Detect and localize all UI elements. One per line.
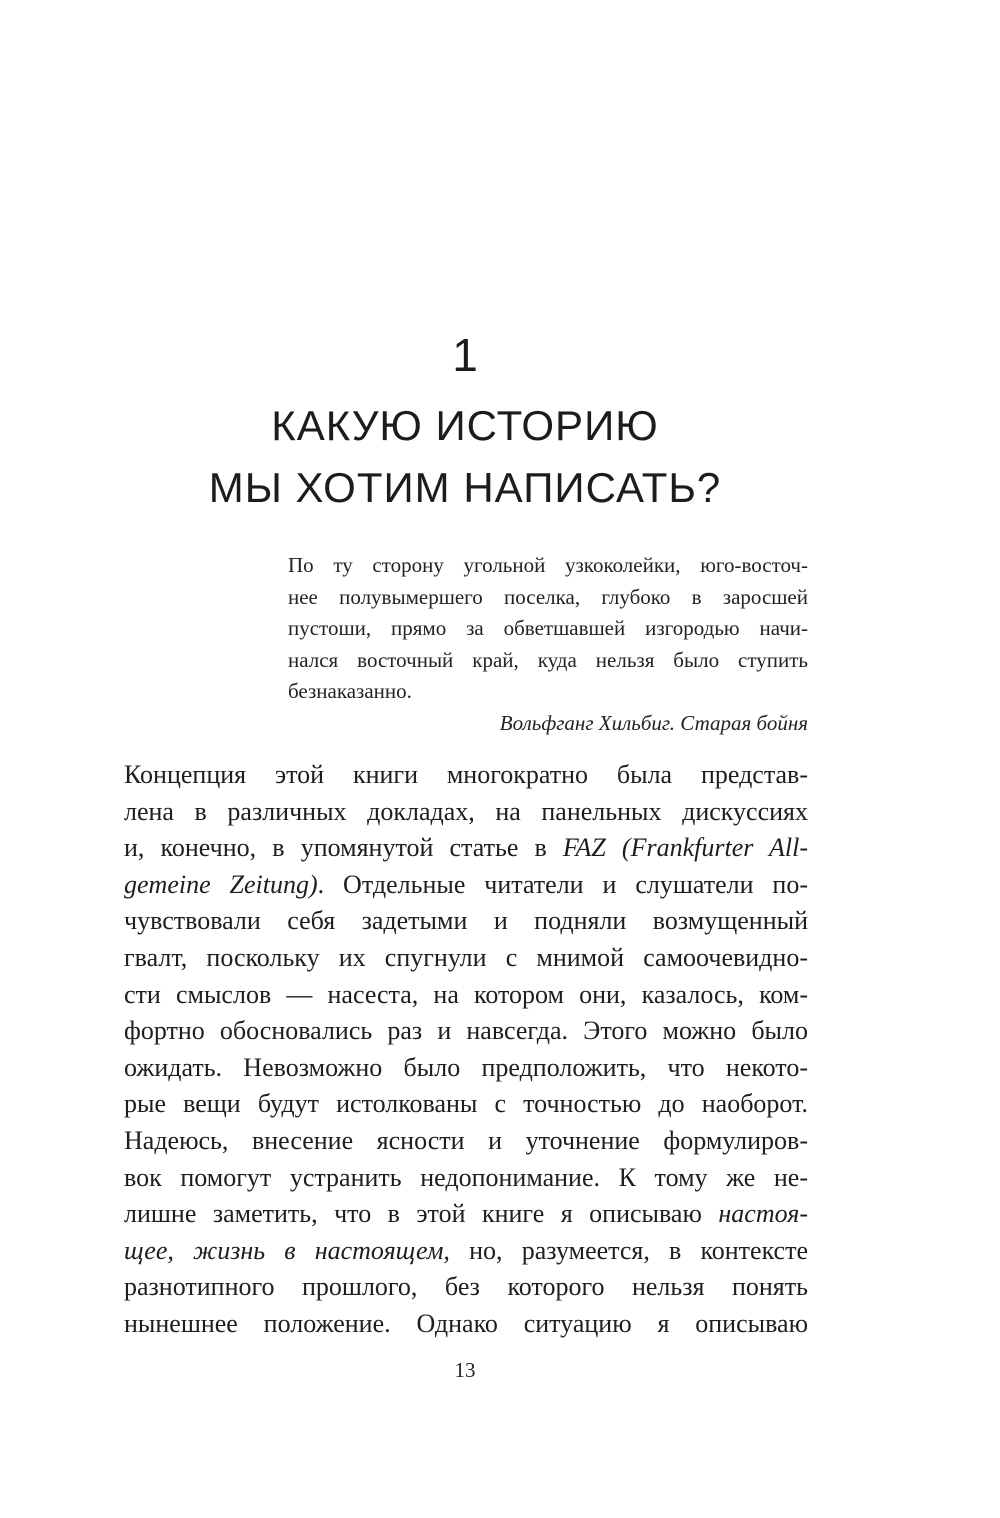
italic-run: настоя- — [718, 1199, 808, 1229]
epigraph-line: нее полувымершего поселка, глубоко в заросшей — [288, 584, 808, 609]
text-run: но, разумеется, в контексте — [449, 1235, 808, 1265]
epigraph-quote — [288, 550, 808, 708]
text-line: фортно обосновались раз и навсегда. Этого можно было — [124, 1016, 808, 1046]
text-line — [124, 1233, 808, 1270]
text-line — [124, 830, 808, 867]
italic-run: gemeine Zeitung) — [124, 869, 318, 899]
text-line: лена в различных докладах, на панельных дискуссиях — [124, 796, 808, 826]
text-line: гвалт, поскольку их спугнули с мнимой самоочевидно- — [124, 942, 808, 972]
epigraph-attribution: Вольфганг Хильбиг. Старая бойня — [499, 710, 808, 735]
chapter-number: 1 — [452, 329, 478, 381]
text-line: Надеюсь, внесение ясности и уточнение формулиров- — [124, 1125, 808, 1155]
text-line — [124, 867, 808, 904]
text-line: рые вещи будут истолкованы с точностью до наоборот. — [124, 1089, 808, 1119]
epigraph-line: По ту сторону угольной узкоколейки, юго-восточ- — [288, 553, 808, 577]
epigraph — [288, 550, 808, 738]
text-run: и, конечно, в упомянутой статье в — [124, 833, 563, 863]
italic-run: FAZ (Frankfurter All- — [562, 833, 809, 863]
epigraph-line: безнаказанно. — [288, 679, 412, 703]
text-line: сти смыслов — насеста, на котором они, казалось, ком- — [124, 979, 808, 1009]
epigraph-line: пустоши, прямо за обветшавшей изгородью начи- — [288, 616, 808, 640]
text-line: вок помогут устранить недопонимание. К тому же не- — [124, 1162, 808, 1192]
italic-run: щее, жизнь в настоящем, — [124, 1235, 450, 1265]
text-run: . Отдельные читатели и слушатели по- — [317, 869, 808, 899]
body-paragraph — [124, 757, 808, 1343]
chapter-title-line-2: МЫ ХОТИМ НАПИСАТЬ? — [208, 464, 722, 511]
chapter-title — [0, 395, 930, 519]
text-line — [124, 1196, 808, 1233]
text-line: нынешнее положение. Однако ситуацию я описываю — [124, 1308, 808, 1338]
text-run: лишне заметить, что в этой книге я описываю — [124, 1199, 719, 1229]
chapter-title-line-1: КАКУЮ ИСТОРИЮ — [271, 402, 659, 449]
text-line: Концепция этой книги многократно была представ- — [124, 760, 808, 789]
epigraph-line: нался восточный край, куда нельзя было ступить — [288, 647, 808, 672]
page-number: 13 — [454, 1358, 476, 1382]
text-line: ожидать. Невозможно было предположить, что некото- — [124, 1052, 808, 1082]
text-line: чувствовали себя задетыми и подняли возмущенный — [124, 906, 808, 936]
text-line: разнотипного прошлого, без которого нельзя понять — [124, 1272, 808, 1302]
